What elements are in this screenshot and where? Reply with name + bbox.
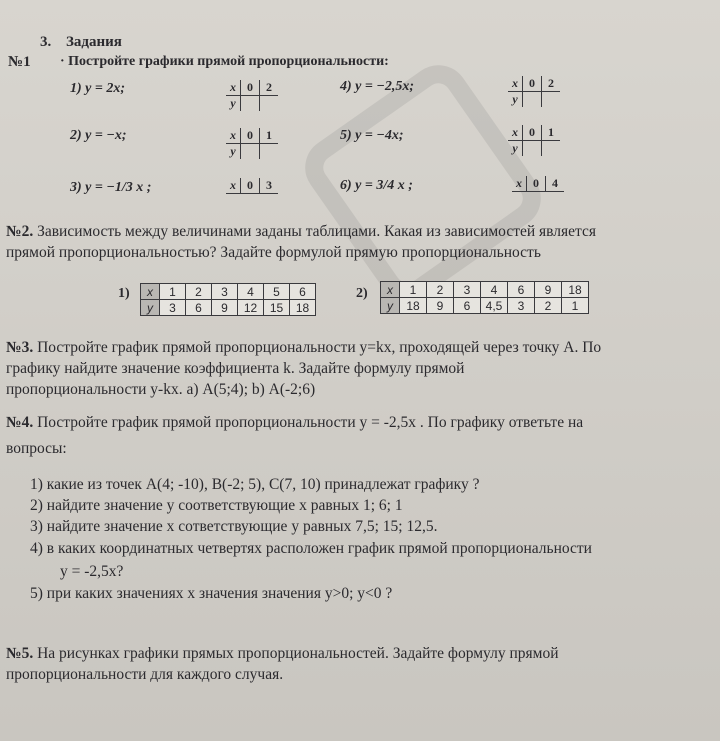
task1-table-3: x 0 3 (226, 178, 278, 194)
task3-line3: пропорциональности у-kx. а) А(5;4); b) А(-2;6) (6, 381, 316, 398)
task1-table-4: x 0 2 y (508, 76, 560, 107)
section-number: 3. (40, 34, 52, 50)
task1-title: · Постройте графики прямой пропорциональности: (60, 54, 389, 69)
task3-line1: Постройте график прямой пропорциональности y=kx, проходящей через точку А. По (37, 339, 602, 356)
list-item: 4) в каких координатных четвертях расположен график прямой пропорциональности (30, 540, 592, 557)
task1-eq-2: 2) y = −x; (70, 128, 127, 143)
task3-number: №3. (6, 339, 34, 356)
task3-line2: графику найдите значение коэффициента k. Задайте формулу прямой (6, 360, 465, 377)
list-item: 1) какие из точек А(4; -10), В(-2; 5), С(7, 10) принадлежат графику ? (30, 476, 480, 493)
list-item: 2) найдите значение у соответствующие х равных 1; 6; 1 (30, 497, 403, 514)
task4-line2: вопросы: (6, 440, 67, 457)
task4-line1: Постройте график прямой пропорциональности у = -2,5х . По графику ответьте на (37, 414, 584, 431)
task1-table-5: x 0 1 y (508, 125, 560, 156)
task1-number: №1 (8, 54, 31, 70)
task2-number: №2. (6, 223, 34, 240)
task4-number: №4. (6, 414, 34, 431)
task1-eq-4: 4) y = −2,5x; (340, 79, 414, 94)
task2-table1-label: 1) (118, 286, 130, 301)
list-item: y = -2,5х? (60, 563, 124, 580)
task5-number: №5. (6, 645, 34, 662)
task2-table-1: x 1 2 3 4 5 6 y 3 6 9 12 15 18 (140, 283, 316, 316)
task2-table-2: x 1 2 3 4 6 9 18 y 18 9 6 4,5 3 2 1 (380, 281, 589, 314)
task1-table-2: x 0 1 y (226, 128, 278, 159)
section-title: Задания (66, 34, 122, 50)
task2-table2-label: 2) (356, 286, 368, 301)
task1-eq-6: 6) y = 3/4 x ; (340, 178, 413, 193)
task1-table-6: x 0 4 (512, 176, 564, 192)
task5-line1: На рисунках графики прямых пропорциональностей. Задайте формулу прямой (37, 645, 559, 662)
task1-eq-5: 5) y = −4x; (340, 128, 404, 143)
task1-table-1: x 0 2 y (226, 80, 278, 111)
list-item: 5) при каких значениях х значения значения у>0; у<0 ? (30, 585, 393, 602)
task2-line2: прямой пропорциональностью? Задайте формулой прямую пропорциональность (6, 244, 541, 261)
list-item: 3) найдите значение х сответствующие у равных 7,5; 15; 12,5. (30, 518, 438, 535)
task1-eq-1: 1) y = 2x; (70, 81, 126, 96)
task1-eq-3: 3) y = −1/3 x ; (70, 180, 152, 195)
task2-line1: Зависимость между величинами заданы таблицами. Какая из зависимостей является (37, 223, 596, 240)
task5-line2: пропорциональности для каждого случая. (6, 666, 284, 683)
